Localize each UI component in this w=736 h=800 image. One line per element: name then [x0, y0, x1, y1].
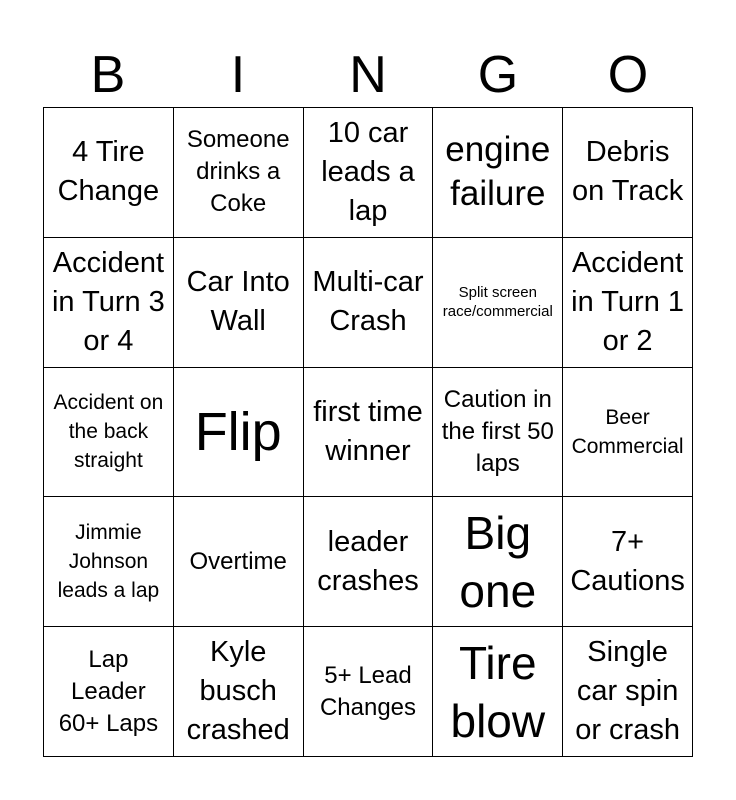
bingo-cell-text: Car Into Wall — [186, 266, 290, 338]
bingo-cell[interactable] — [433, 238, 563, 368]
bingo-cell-text: 7+ Cautions — [570, 525, 685, 597]
bingo-cell-text: 5+ Lead Changes — [319, 661, 417, 721]
bingo-grid — [43, 107, 693, 757]
bingo-cell-text: 10 car leads a lap — [321, 116, 415, 227]
bingo-cell[interactable] — [174, 627, 304, 757]
header-letter-o: O — [607, 46, 649, 104]
bingo-cell-text: Single car spin or crash — [575, 636, 680, 747]
header-letter-g: G — [477, 46, 519, 104]
bingo-cell[interactable] — [174, 368, 304, 498]
header-letter-b: B — [90, 46, 126, 104]
bingo-cell-text: Beer Commercial — [571, 405, 684, 458]
bingo-cell[interactable] — [174, 108, 304, 238]
bingo-cell[interactable] — [563, 108, 693, 238]
bingo-cell[interactable] — [304, 368, 434, 498]
bingo-cell[interactable] — [563, 368, 693, 498]
bingo-cell[interactable] — [304, 238, 434, 368]
bingo-cell-text: Caution in the first 50 laps — [441, 385, 554, 477]
bingo-cell-text: Accident on the back straight — [53, 391, 164, 473]
bingo-cell[interactable] — [563, 497, 693, 627]
bingo-cell[interactable] — [304, 497, 434, 627]
bingo-cell-text: Accident in Turn 1 or 2 — [571, 246, 685, 357]
bingo-cell-text: Jimmie Johnson leads a lap — [57, 521, 160, 603]
bingo-cell[interactable] — [433, 627, 563, 757]
bingo-cell[interactable] — [174, 238, 304, 368]
bingo-cell[interactable] — [44, 108, 174, 238]
bingo-cell-text: leader crashes — [317, 525, 419, 597]
bingo-cell[interactable] — [304, 108, 434, 238]
bingo-cell[interactable] — [563, 238, 693, 368]
bingo-cell[interactable] — [174, 497, 304, 627]
bingo-cell[interactable] — [44, 238, 174, 368]
bingo-cell[interactable] — [44, 627, 174, 757]
bingo-cell[interactable] — [44, 368, 174, 498]
bingo-cell-text: Accident in Turn 3 or 4 — [51, 246, 165, 357]
bingo-cell-text: Split screen race/commercial — [442, 284, 553, 321]
bingo-cell[interactable] — [433, 368, 563, 498]
bingo-cell-text: first time winner — [313, 395, 423, 467]
bingo-cell-text: Multi-car Crash — [312, 266, 424, 338]
bingo-cell-text: Big one — [459, 506, 537, 617]
bingo-cell-text: Flip — [194, 401, 282, 462]
header-letter-i: I — [230, 46, 246, 104]
bingo-cell[interactable] — [433, 108, 563, 238]
bingo-cell[interactable] — [44, 497, 174, 627]
bingo-cell-text: Lap Leader 60+ Laps — [58, 645, 159, 737]
bingo-cell-text: Tire blow — [450, 636, 546, 747]
bingo-cell-text: Overtime — [189, 547, 287, 575]
bingo-header — [43, 42, 693, 108]
bingo-cell[interactable] — [304, 627, 434, 757]
bingo-cell[interactable] — [563, 627, 693, 757]
bingo-cell-text: 4 Tire Change — [57, 136, 160, 208]
bingo-cell-text: Kyle busch crashed — [186, 636, 290, 747]
bingo-cell[interactable] — [433, 497, 563, 627]
bingo-cell-text: Debris on Track — [571, 136, 684, 208]
bingo-cell-text: Someone drinks a Coke — [186, 126, 290, 218]
bingo-cell-text: engine failure — [445, 130, 551, 214]
header-letter-n: N — [349, 46, 387, 104]
